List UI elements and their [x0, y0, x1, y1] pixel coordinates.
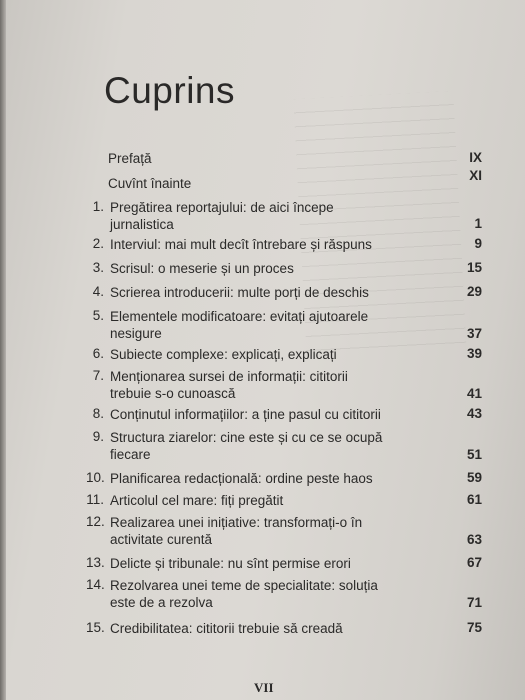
chapter-number: 7. — [92, 368, 104, 383]
chapter-title-line: Conținutul informațiilor: a ține pasul cu cititorii — [110, 407, 381, 422]
chapter-page: 41 — [466, 386, 482, 401]
toc-entry-chapter-3 — [86, 260, 482, 277]
chapter-number: 3. — [92, 260, 104, 275]
chapter-page: 59 — [466, 470, 482, 485]
chapter-number: 9. — [92, 429, 104, 444]
toc-entry-chapter-6 — [86, 346, 482, 363]
chapter-title-line: Credibilitatea: cititorii trebuie să creadă — [110, 621, 343, 636]
chapter-title-line: trebuie s-o cunoască — [110, 386, 236, 401]
toc-entry-page: IX — [469, 150, 482, 165]
chapter-title-line: Scrisul: o meserie și un proces — [110, 261, 294, 276]
chapter-title-line: nesigure — [110, 326, 162, 341]
toc-entry-chapter-9 — [86, 429, 482, 465]
chapter-page: 37 — [466, 326, 482, 341]
chapter-title-line: Rezolvarea unei teme de specialitate: soluția — [110, 578, 378, 593]
toc-entry-chapter-4 — [86, 284, 482, 301]
chapter-number: 12. — [86, 514, 105, 529]
chapter-title-line: Planificarea redacțională: ordine peste haos — [110, 471, 373, 486]
chapter-title-line: activitate curentă — [110, 532, 213, 547]
toc-entry-chapter-2 — [86, 236, 482, 253]
chapter-title-line: Delicte și tribunale: nu sînt permise erori — [110, 556, 351, 571]
chapter-page: 51 — [466, 447, 482, 462]
toc-entry-chapter-12 — [86, 514, 482, 550]
chapter-title-line: Interviul: mai mult decît întrebare și răspuns — [110, 237, 372, 252]
chapter-number: 1. — [92, 199, 104, 214]
chapter-page: 43 — [466, 406, 482, 421]
chapter-page: 15 — [466, 260, 482, 275]
toc-entry-preface — [86, 150, 482, 167]
chapter-page: 75 — [466, 620, 482, 635]
chapter-title-line: Structura ziarelor: cine este și cu ce se ocupă — [110, 430, 383, 445]
toc-entry-chapter-8 — [86, 406, 482, 423]
toc-entry-chapter-11 — [86, 492, 482, 509]
toc-entry-page: XI — [469, 168, 482, 183]
chapter-page: 39 — [466, 346, 482, 361]
chapter-number: 4. — [92, 284, 104, 299]
chapter-title-line: Scrierea introducerii: multe porți de deschis — [110, 285, 369, 300]
chapter-page: 63 — [466, 532, 482, 547]
chapter-page: 1 — [474, 216, 482, 231]
chapter-page: 61 — [466, 492, 482, 507]
chapter-number: 13. — [86, 555, 105, 570]
chapter-title-line: Articolul cel mare: fiți pregătit — [110, 493, 284, 508]
chapter-title-line: fiecare — [110, 447, 151, 462]
toc-entry-chapter-15 — [86, 620, 482, 637]
chapter-page: 71 — [466, 595, 482, 610]
chapter-number: 10. — [86, 470, 105, 485]
toc-entry-chapter-10 — [86, 470, 482, 487]
page-title: Cuprins — [104, 70, 235, 111]
chapter-title-line: jurnalistica — [110, 217, 174, 232]
chapter-title-line: este de a rezolva — [110, 595, 213, 610]
chapter-page: 29 — [466, 284, 482, 299]
toc-entry-foreword — [86, 168, 482, 192]
chapter-number: 14. — [86, 577, 105, 592]
chapter-number: 5. — [92, 308, 104, 323]
toc-entry-label: Cuvînt înainte — [108, 176, 192, 191]
chapter-title-line: Menționarea sursei de informații: cititorii — [110, 369, 348, 384]
toc-entry-label: Prefață — [108, 151, 152, 166]
toc-entry-chapter-13 — [86, 555, 482, 572]
chapter-title-line: Elementele modificatoare: evitați ajutoarele — [110, 309, 369, 324]
toc-entry-chapter-14 — [86, 577, 482, 613]
chapter-page: 9 — [474, 236, 482, 251]
toc-entry-chapter-7 — [86, 368, 482, 404]
page-folio-number: VII — [254, 680, 274, 695]
chapter-number: 15. — [86, 620, 105, 635]
chapter-title-line: Realizarea unei inițiative: transformați-o în — [110, 515, 363, 530]
toc-entry-chapter-5 — [86, 308, 482, 344]
chapter-title-line: Subiecte complexe: explicați, explicați — [110, 347, 337, 362]
chapter-number: 2. — [92, 236, 104, 251]
chapter-title-line: Pregătirea reportajului: de aici începe — [110, 200, 334, 215]
chapter-number: 11. — [86, 492, 104, 507]
chapter-number: 6. — [92, 346, 104, 361]
toc-entry-chapter-1 — [86, 199, 482, 235]
chapter-number: 8. — [92, 406, 104, 421]
chapter-page: 67 — [466, 555, 482, 570]
